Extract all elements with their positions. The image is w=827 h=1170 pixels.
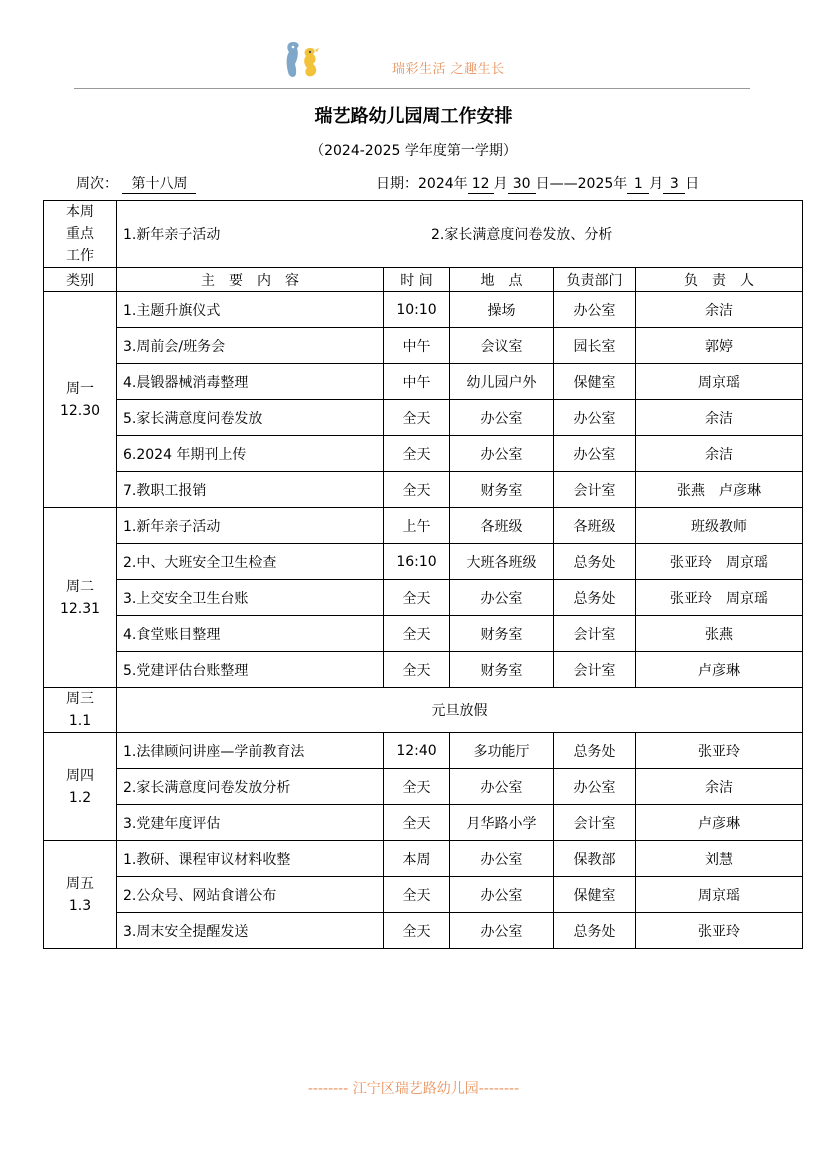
task-time: 本周 — [384, 841, 450, 877]
day-name: 周一 — [66, 380, 94, 397]
task-person: 卢彦琳 — [636, 652, 803, 688]
task-person: 刘慧 — [636, 841, 803, 877]
week-info — [76, 173, 196, 194]
task-person: 余洁 — [636, 400, 803, 436]
task-place: 多功能厅 — [450, 733, 554, 769]
task-content: 2.中、大班安全卫生检查 — [117, 544, 384, 580]
start-year: 2024 — [418, 176, 454, 192]
task-person: 张亚玲 周京瑶 — [636, 544, 803, 580]
col-header-category: 类别 — [44, 268, 117, 292]
day-label — [44, 733, 117, 841]
page-subtitle: （2024-2025 学年度第一学期） — [310, 143, 517, 159]
task-person: 余洁 — [636, 436, 803, 472]
task-time: 全天 — [384, 652, 450, 688]
table-row — [44, 292, 803, 328]
day-name: 周五 — [66, 875, 94, 892]
task-time: 10:10 — [384, 292, 450, 328]
end-year: 2025 — [577, 176, 614, 192]
table-row — [44, 544, 803, 580]
page-title: 瑞艺路幼儿园周工作安排 — [314, 106, 513, 127]
month-char-2: 月 — [649, 176, 664, 192]
task-time: 上午 — [384, 508, 450, 544]
task-place: 财务室 — [450, 472, 554, 508]
task-content: 2.家长满意度问卷发放分析 — [117, 769, 384, 805]
task-person: 张燕 — [636, 616, 803, 652]
task-time: 16:10 — [384, 544, 450, 580]
focus-label-line: 工作 — [66, 248, 94, 264]
task-place: 办公室 — [450, 841, 554, 877]
task-person: 张亚玲 周京瑶 — [636, 580, 803, 616]
task-place: 幼儿园户外 — [450, 364, 554, 400]
date-label: 日期： — [376, 176, 418, 192]
col-header-person: 负 责 人 — [636, 268, 803, 292]
task-dept: 总务处 — [554, 580, 636, 616]
task-place: 办公室 — [450, 400, 554, 436]
header-divider — [74, 88, 750, 89]
table-row — [44, 472, 803, 508]
table-row — [44, 805, 803, 841]
table-row — [44, 364, 803, 400]
week-value: 第十八周 — [122, 176, 196, 194]
task-person: 班级教师 — [636, 508, 803, 544]
task-dept: 总务处 — [554, 544, 636, 580]
table-row — [44, 508, 803, 544]
task-time: 全天 — [384, 436, 450, 472]
table-row — [44, 769, 803, 805]
task-person: 周京瑶 — [636, 364, 803, 400]
task-dept: 办公室 — [554, 400, 636, 436]
holiday-row — [44, 688, 803, 733]
end-day: 3 — [663, 176, 685, 194]
day-name: 周三 — [66, 691, 94, 707]
table-row — [44, 400, 803, 436]
task-dept: 保健室 — [554, 364, 636, 400]
task-content: 5.党建评估台账整理 — [117, 652, 384, 688]
task-dept: 各班级 — [554, 508, 636, 544]
month-char: 月 — [493, 176, 508, 192]
task-content: 3.周末安全提醒发送 — [117, 913, 384, 949]
page-footer: -------- 江宁区瑞艺路幼儿园-------- — [307, 1081, 520, 1097]
task-place: 办公室 — [450, 436, 554, 472]
task-time: 中午 — [384, 328, 450, 364]
task-dept: 办公室 — [554, 292, 636, 328]
day-name: 周四 — [66, 767, 94, 784]
column-header-row — [44, 268, 803, 292]
task-person: 张燕 卢彦琳 — [636, 472, 803, 508]
date-range — [376, 173, 699, 194]
task-place: 财务室 — [450, 616, 554, 652]
task-content: 3.上交安全卫生台账 — [117, 580, 384, 616]
start-month: 12 — [468, 176, 494, 194]
table-row — [44, 328, 803, 364]
day-char: 日 — [535, 176, 550, 192]
task-dept: 园长室 — [554, 328, 636, 364]
start-day: 30 — [508, 176, 536, 194]
task-time: 全天 — [384, 580, 450, 616]
table-row — [44, 616, 803, 652]
task-time: 全天 — [384, 913, 450, 949]
task-dept: 会计室 — [554, 805, 636, 841]
task-dept: 办公室 — [554, 436, 636, 472]
focus-label — [44, 201, 117, 268]
day-date: 1.2 — [68, 789, 92, 806]
table-row — [44, 913, 803, 949]
week-label: 周次： — [76, 176, 118, 192]
task-dept: 保教部 — [554, 841, 636, 877]
table-row — [44, 436, 803, 472]
day-date: 1.3 — [68, 897, 92, 914]
task-dept: 总务处 — [554, 733, 636, 769]
col-header-place: 地 点 — [450, 268, 554, 292]
focus-content — [117, 201, 803, 268]
table-row — [44, 580, 803, 616]
table-row — [44, 652, 803, 688]
task-content: 1.教研、课程审议材料收整 — [117, 841, 384, 877]
task-place: 办公室 — [450, 580, 554, 616]
task-content: 7.教职工报销 — [117, 472, 384, 508]
task-place: 大班各班级 — [450, 544, 554, 580]
year-char: 年 — [453, 176, 468, 192]
task-place: 各班级 — [450, 508, 554, 544]
task-time: 全天 — [384, 877, 450, 913]
day-date: 12.31 — [59, 600, 101, 617]
year-char-2: 年 — [613, 176, 628, 192]
task-dept: 会计室 — [554, 472, 636, 508]
day-label — [44, 688, 117, 733]
task-content: 4.晨锻器械消毒整理 — [117, 364, 384, 400]
seahorse-logo-icon — [283, 38, 327, 80]
col-header-content: 主 要 内 容 — [117, 268, 384, 292]
task-time: 全天 — [384, 472, 450, 508]
task-time: 全天 — [384, 400, 450, 436]
task-content: 1.新年亲子活动 — [117, 508, 384, 544]
task-content: 2.公众号、网站食谱公布 — [117, 877, 384, 913]
task-content: 5.家长满意度问卷发放 — [117, 400, 384, 436]
task-time: 中午 — [384, 364, 450, 400]
schedule-table — [43, 200, 803, 949]
task-place: 月华路小学 — [450, 805, 554, 841]
task-place: 办公室 — [450, 769, 554, 805]
col-header-time: 时 间 — [384, 268, 450, 292]
task-content: 3.党建年度评估 — [117, 805, 384, 841]
task-person: 卢彦琳 — [636, 805, 803, 841]
task-place: 操场 — [450, 292, 554, 328]
holiday-text: 元旦放假 — [117, 688, 803, 733]
task-time: 12:40 — [384, 733, 450, 769]
task-dept: 保健室 — [554, 877, 636, 913]
day-date: 1.1 — [68, 713, 92, 729]
day-label — [44, 292, 117, 508]
day-char-2: 日 — [685, 176, 700, 192]
focus-row — [44, 201, 803, 268]
task-dept: 办公室 — [554, 769, 636, 805]
table-row — [44, 841, 803, 877]
col-header-dept: 负责部门 — [554, 268, 636, 292]
task-place: 办公室 — [450, 913, 554, 949]
table-row — [44, 877, 803, 913]
focus-label-line: 重点 — [66, 226, 94, 242]
focus-item: 2.家长满意度问卷发放、分析 — [431, 227, 613, 243]
task-place: 会议室 — [450, 328, 554, 364]
task-person: 张亚玲 — [636, 913, 803, 949]
focus-item: 1.新年亲子活动 — [123, 227, 221, 243]
task-person: 张亚玲 — [636, 733, 803, 769]
day-date: 12.30 — [59, 402, 101, 419]
table-row — [44, 733, 803, 769]
task-place: 办公室 — [450, 877, 554, 913]
task-time: 全天 — [384, 616, 450, 652]
task-dept: 总务处 — [554, 913, 636, 949]
task-dept: 会计室 — [554, 652, 636, 688]
task-content: 1.法律顾问讲座—学前教育法 — [117, 733, 384, 769]
task-time: 全天 — [384, 805, 450, 841]
task-dept: 会计室 — [554, 616, 636, 652]
task-content: 4.食堂账目整理 — [117, 616, 384, 652]
task-person: 余洁 — [636, 769, 803, 805]
end-month: 1 — [627, 176, 649, 194]
task-content: 3.周前会/班务会 — [117, 328, 384, 364]
day-label — [44, 841, 117, 949]
task-time: 全天 — [384, 769, 450, 805]
focus-label-line: 本周 — [66, 204, 94, 220]
header-slogan: 瑞彩生活 之趣生长 — [392, 62, 505, 77]
task-place: 财务室 — [450, 652, 554, 688]
task-person: 周京瑶 — [636, 877, 803, 913]
task-content: 6.2024 年期刊上传 — [117, 436, 384, 472]
date-dash: —— — [549, 176, 578, 192]
day-label — [44, 508, 117, 688]
task-person: 郭婷 — [636, 328, 803, 364]
day-name: 周二 — [66, 578, 94, 595]
task-content: 1.主题升旗仪式 — [117, 292, 384, 328]
task-person: 余洁 — [636, 292, 803, 328]
